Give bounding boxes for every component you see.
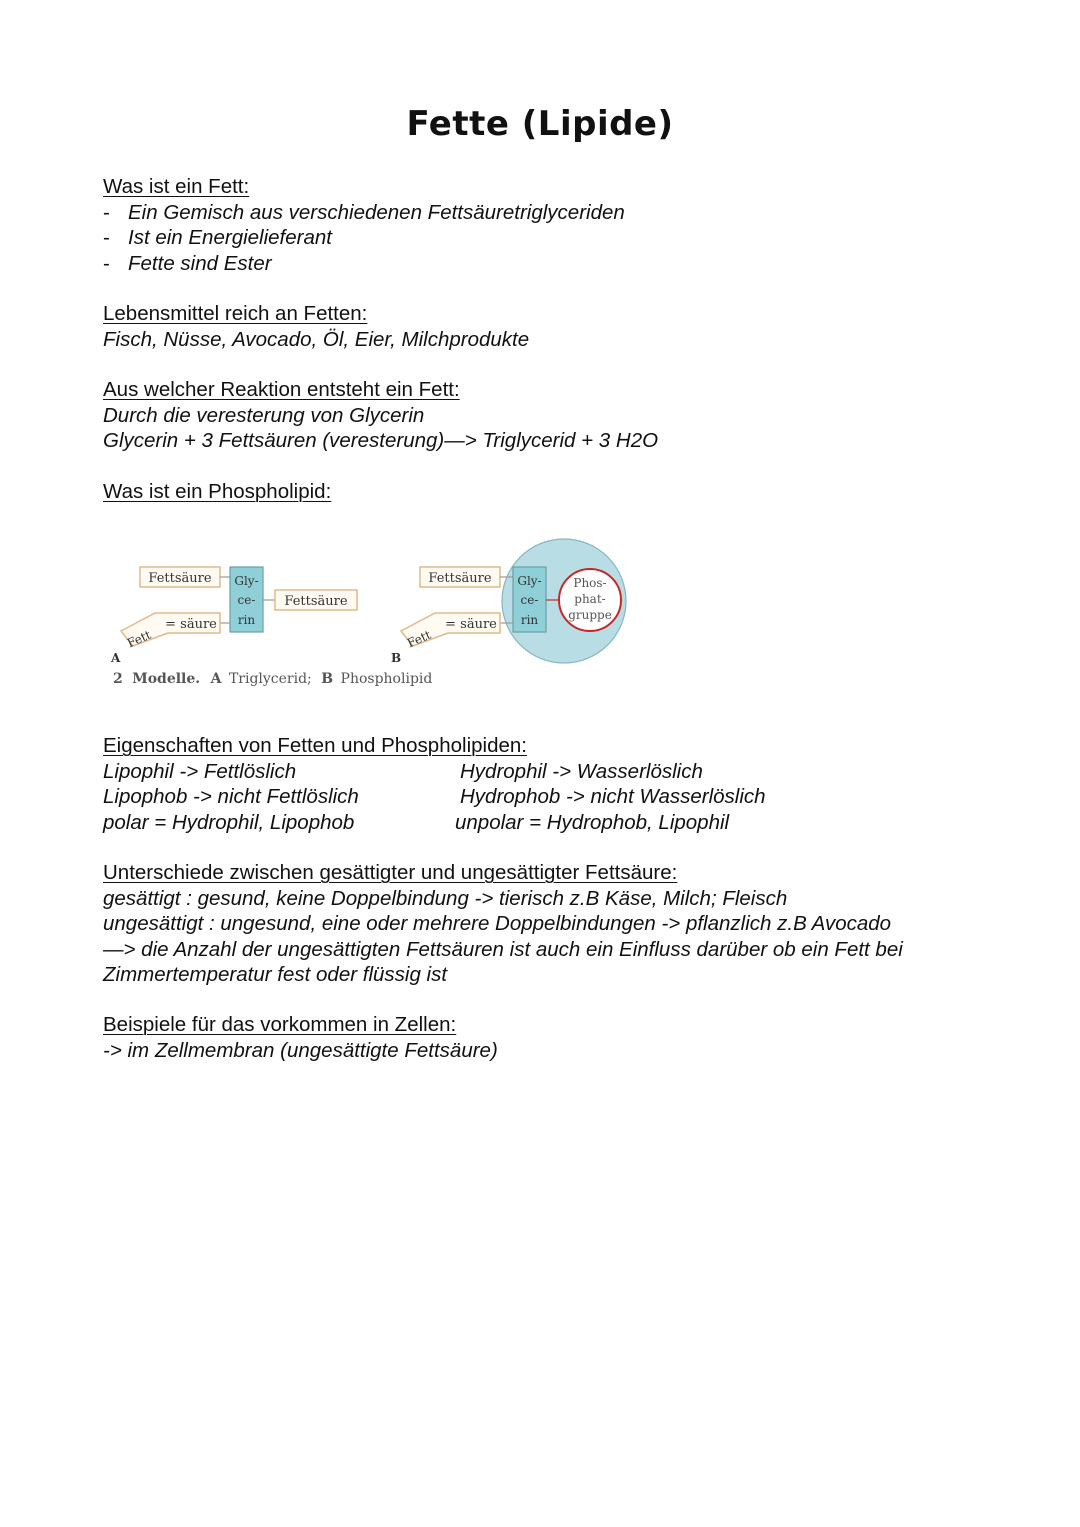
section-saturated (103, 860, 1003, 988)
phosphate-label: phat- (574, 592, 606, 606)
properties-right-column (455, 759, 766, 836)
property-line: Lipophob -> nicht Fettlöslich (103, 785, 359, 808)
glycerin-label: ce- (520, 593, 539, 607)
model-b-letter: B (391, 651, 402, 665)
section-heading: Lebensmittel reich an Fetten: (103, 302, 368, 325)
section-phospholipid (103, 479, 1003, 505)
caption-text (113, 671, 432, 687)
page-title: Fette (Lipide) (406, 104, 674, 144)
caption-number: 2 (113, 671, 123, 687)
phosphate-label: Phos- (573, 576, 607, 590)
list-item: - Fette sind Ester (103, 251, 272, 275)
section-text: -> im Zellmembran (ungesättigte Fettsäure) (103, 1038, 498, 1062)
section-heading: Was ist ein Phospholipid: (103, 480, 332, 503)
section-line: gesättigt : gesund, keine Doppelbindung -> tierisch z.B Käse, Milch; Fleisch (103, 886, 788, 910)
section-line: Durch die veresterung von Glycerin (103, 403, 425, 427)
list-item: - Ist ein Energielieferant (103, 226, 332, 249)
phosphate-label: gruppe (568, 608, 612, 622)
fett-label: Fett (404, 627, 434, 651)
section-cell-examples (103, 1012, 1003, 1063)
section-line: ungesättigt : ungesund, eine oder mehrere Doppelbindungen -> pflanzlich z.B Avocado (103, 912, 892, 935)
glycerin-label: Gly- (234, 574, 259, 588)
fettsaeure-label: Fettsäure (148, 571, 212, 586)
fettsaeure-label: Fettsäure (428, 571, 492, 586)
dash-icon: - (103, 200, 110, 224)
fettsaeure-label: Fettsäure (284, 594, 348, 609)
property-line: polar = Hydrophil, Lipophob (103, 810, 355, 834)
property-line: unpolar = Hydrophob, Lipophil (455, 810, 730, 834)
property-line: Hydrophob -> nicht Wasserlöslich (460, 785, 766, 808)
caption-letter: B (321, 671, 334, 687)
properties-columns (103, 759, 1003, 835)
section-heading: Aus welcher Reaktion entsteht ein Fett: (103, 378, 460, 401)
section-foods (103, 301, 1003, 352)
list-item: - Ein Gemisch aus verschiedenen Fettsäuretriglyceriden (103, 200, 625, 224)
glycerin-label: rin (237, 613, 256, 627)
section-line: Glycerin + 3 Fettsäuren (veresterung)—> Triglycerid + 3 H2O (103, 429, 659, 452)
dash-icon: - (103, 226, 110, 249)
glycerin-label: rin (520, 613, 539, 627)
caption-bold: Modelle. (132, 671, 201, 687)
fett-label: Fett (124, 627, 154, 651)
section-text: Fisch, Nüsse, Avocado, Öl, Eier, Milchprodukte (103, 327, 530, 351)
caption-part: Triglycerid; (228, 671, 312, 687)
glycerin-label: Gly- (517, 574, 542, 588)
section-heading: Beispiele für das vorkommen in Zellen: (103, 1013, 457, 1036)
glycerin-label: ce- (237, 593, 256, 607)
property-line: Lipophil -> Fettlöslich (103, 759, 297, 783)
section-what-is-fat (103, 174, 1003, 276)
caption-part: Phospholipid (340, 671, 433, 687)
section-heading: Unterschiede zwischen gesättigter und ungesättigter Fettsäure: (103, 861, 678, 884)
figure-caption (113, 671, 432, 687)
caption-letter: A (210, 671, 222, 687)
model-b (391, 539, 626, 665)
bullet-list (103, 200, 1003, 277)
saeure-label: = säure (445, 617, 497, 632)
section-reaction (103, 377, 1003, 454)
model-a (110, 567, 357, 665)
section-properties (103, 733, 1003, 835)
section-line: Zimmertemperatur fest oder flüssig ist (103, 963, 448, 986)
section-heading: Eigenschaften von Fetten und Phospholipiden: (103, 734, 527, 757)
properties-left-column (103, 759, 359, 836)
dash-icon: - (103, 251, 110, 275)
lipid-model-figure (103, 530, 643, 695)
property-line: Hydrophil -> Wasserlöslich (460, 759, 703, 783)
section-heading: Was ist ein Fett: (103, 175, 250, 198)
model-a-letter: A (111, 651, 121, 665)
saeure-label: = säure (165, 617, 217, 632)
section-line: —> die Anzahl der ungesättigten Fettsäuren ist auch ein Einfluss darüber ob ein Fett bei (103, 937, 903, 961)
